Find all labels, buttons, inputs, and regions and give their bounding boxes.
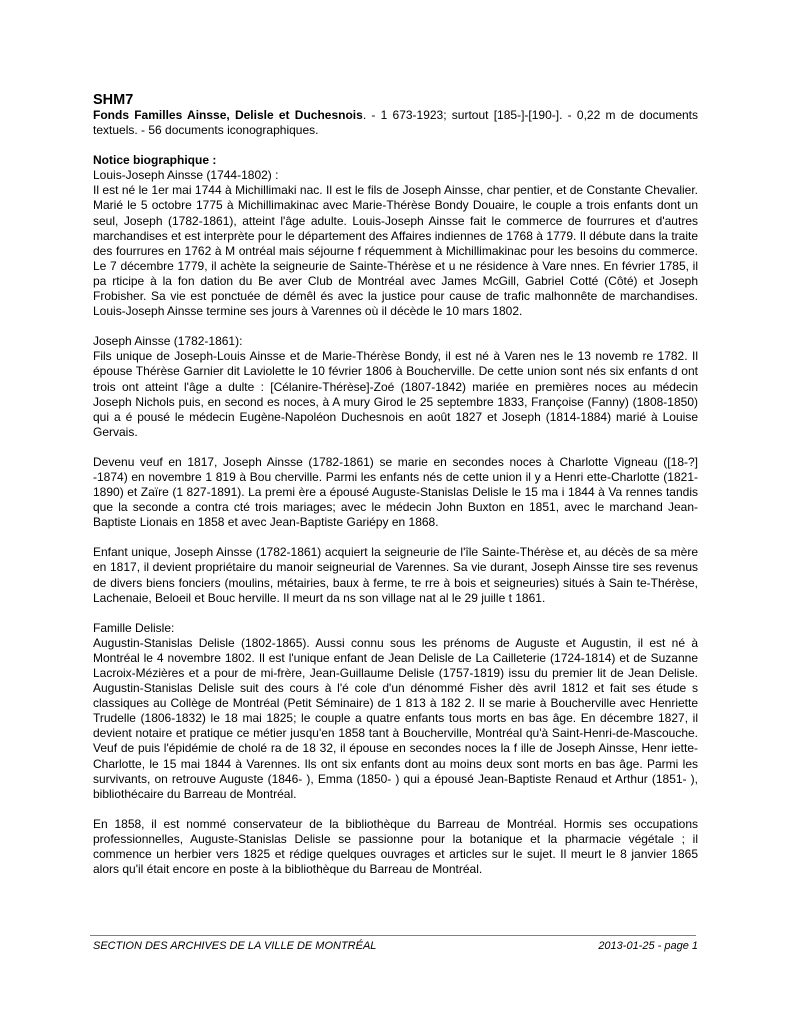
section-paragraph: Augustin-Stanislas Delisle (1802-1865). Aussi connu sous les prénoms de Auguste et Augustin, il est né à Montréal le 4 novembre 1802. Il est l'unique enfant de Jean Delisle de La Cailleterie (1724-1814) et de Suzanne Lacroix-Mézières et a pour de mi-frère, Jean-Guillaume Delisle (1757-1819) issu du premier lit de Jean Delisle. Augustin-Stanislas Delisle suit des cours à l'é cole d'un dénommé Fisher dès avril 1812 et fait ses étude s classiques au Collège de Montréal (Petit Séminaire) de 1 813 à 182 2. Il se marie à Boucherville avec Henriette Trudelle (1806-1832) le 18 mai 1825; le couple a quatre enfants tous morts en bas âge. En décembre 1827, il devient notaire et pratique ce métier jusqu'en 1858 tant à Boucherville, Montréal qu'à Saint-Henri-de-Mascouche. Veuf de puis l'épidémie de cholé ra de 18 32, il épouse en secondes noces la f ille de Joseph Ainsse, Henr iette-Charlotte, le 15 mai 1844 à Varennes. Ils ont six enfants dont au moins deux sont morts en bas âge. Parmi les survivants, on retrouve Auguste (1846- ), Emma (1850- ) qui a épousé Jean-Baptiste Renaud et Arthur (1851- ), bibliothécaire du Barreau de Montréal. xyxy=(93,635,698,801)
fonds-description: . - 1 673-1923; surtout [185-]-[190-]. - 0,22 m de documents textuels. - 56 documents iconographiques. xyxy=(93,108,698,138)
section-paragraph: Devenu veuf en 1817, Joseph Ainsse (1782-1861) se marie en secondes noces à Charlotte Vigneau ([18-?] -1874) en novembre 1 819 à Bou cherville. Parmi les enfants nés de cette union il y a Henri ette-Charlotte (1821-1890) et Zaïre (1 827-1891). La premi ère a épousé Auguste-Stanislas Delisle le 15 ma i 1844 à Va rennes tandis que la seconde a contra cté trois mariages; avec le médecin John Buxton en 1851, avec le marchand Jean-Baptiste Lionais en 1858 et avec Jean-Baptiste Gariépy en 1868. xyxy=(93,454,698,530)
section-paragraph: En 1858, il est nommé conservateur de la bibliothèque du Barreau de Montréal. Hormis ses occupations professionnelles, Auguste-Stanislas Delisle se passionne pour la botanique et la pharmacie végétale ; il commence un herbier vers 1825 et rédige quelques ouvrages et articles sur le sujet. Il meurt le 8 janvier 1865 alors qu'il était encore en poste à la bibliothèque du Barreau de Montréal. xyxy=(93,816,698,877)
section-paragraph: Il est né le 1er mai 1744 à Michillimaki nac. Il est le fils de Joseph Ainsse, char pentier, et de Constante Chevalier. Marié le 5 octobre 1775 à Michillimakinac avec Marie-Thérèse Bondy Douaire, le couple a trois enfants dont un seul, Joseph (1782-1861), atteint l'âge adulte. Louis-Joseph Ainsse fait le commerce de fourrures et d'autres marchandises et est interprète pour le département des Affaires indiennes de 1768 à 1779. Il débute dans la traite des fourrures en 1762 à M ontréal mais séjourne f réquemment à Michillimakinac pour les besoins du commerce. Le 7 décembre 1779, il achète la seigneurie de Sainte-Thérèse et u ne résidence à Vare nnes. En février 1785, il pa rticipe à la fon dation du Be aver Club de Montréal avec James McGill, Gabriel Cotté (Côté) et Joseph Frobisher. Sa vie est ponctuée de démêl és avec la justice pour cause de trafic malhonnête de marchandises. Louis-Joseph Ainsse termine ses jours à Varennes où il décède le 10 mars 1802. xyxy=(93,183,698,319)
fonds-code: SHM7 xyxy=(93,92,134,108)
notice-heading: Notice biographique : xyxy=(93,153,217,168)
document-body xyxy=(93,92,698,877)
section-heading: Famille Delisle: xyxy=(93,620,175,635)
page-footer xyxy=(93,940,698,953)
fonds-header xyxy=(93,108,698,138)
section-heading: Joseph Ainsse (1782-1861): xyxy=(93,334,243,349)
section-paragraph: Enfant unique, Joseph Ainsse (1782-1861) acquiert la seigneurie de l'île Sainte-Thérèse et, au décès de sa mère en 1817, il devient propriétaire du manoir seigneurial de Varennes. Sa vie durant, Joseph Ainsse tire ses revenus de divers biens fonciers (moulins, métairies, baux à ferme, te rre à bois et seigneuries) situés à Sain te-Thérèse, Lachenaie, Beloeil et Bouc herville. Il meurt da ns son village nat al le 29 juille t 1861. xyxy=(93,545,698,605)
section-heading: Louis-Joseph Ainsse (1744-1802) : xyxy=(93,168,279,183)
footer-archive-name: SECTION DES ARCHIVES DE LA VILLE DE MONTRÉAL xyxy=(93,940,377,952)
footer-date-page: 2013-01-25 - page 1 xyxy=(598,940,698,952)
fonds-title: Fonds Familles Ainsse, Delisle et Duchesnois xyxy=(93,108,363,122)
footer-divider xyxy=(90,935,696,936)
section-paragraph: Fils unique de Joseph-Louis Ainsse et de Marie-Thérèse Bondy, il est né à Varen nes le 13 novemb re 1782. Il épouse Thérèse Garnier dit Laviolette le 10 février 1806 à Boucherville. De cette union sont nés six enfants d ont trois ont atteint l'âge a dulte : [Célanire-Thérèse]-Zoé (1807-1842) mariée en premières noces au médecin Joseph Nichols puis, en second es noces, à A mury Girod le 25 septembre 1833, Françoise (Fanny) (1808-1850) qui a é pousé le médecin Eugène-Napoléon Duchesnois en août 1827 et Joseph (1814-1884) marié à Louise Gervais. xyxy=(93,349,698,439)
